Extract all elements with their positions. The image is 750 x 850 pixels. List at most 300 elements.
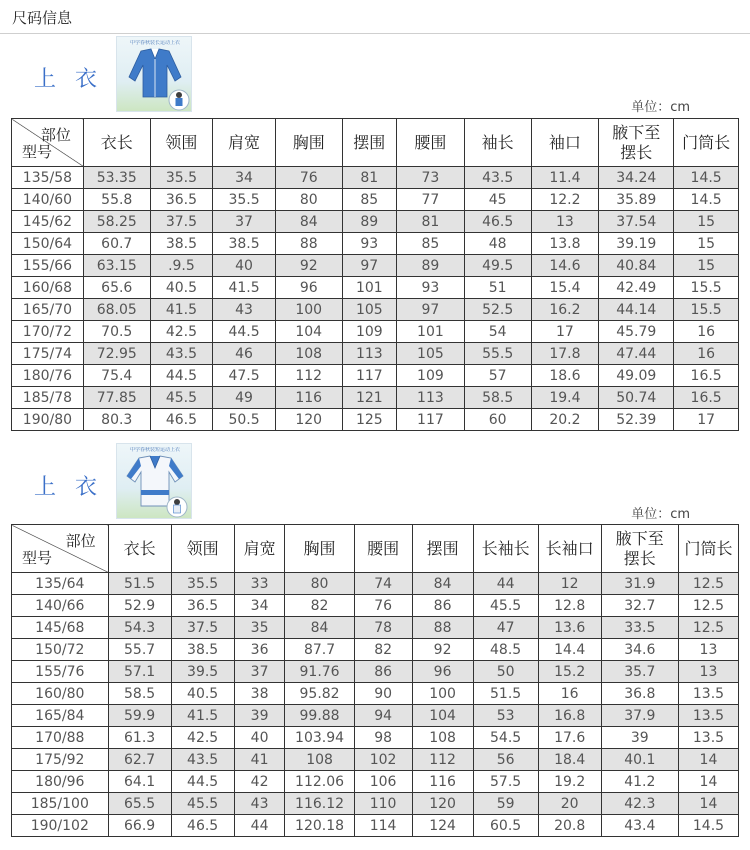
measurement-cell: 112.06 <box>285 771 354 793</box>
measurement-cell: 80 <box>275 189 342 211</box>
measurement-cell: 17.8 <box>531 343 599 365</box>
measurement-cell: 94 <box>354 705 412 727</box>
measurement-cell: 13 <box>531 211 599 233</box>
measurement-cell: 58.5 <box>108 683 171 705</box>
measurement-cell: 89 <box>342 211 396 233</box>
measurement-cell: 36.8 <box>601 683 678 705</box>
measurement-cell: 43.5 <box>171 749 234 771</box>
measurement-cell: 50 <box>473 661 538 683</box>
corner-label-part: 部位 <box>65 532 96 550</box>
measurement-cell: 45.5 <box>171 793 234 815</box>
measurement-cell: 12.5 <box>678 617 738 639</box>
measurement-cell: 14.4 <box>538 639 601 661</box>
size-cell: 155/76 <box>12 661 109 683</box>
measurement-cell: 52.39 <box>599 409 674 431</box>
measurement-cell: 120 <box>275 409 342 431</box>
measurement-cell: 38.5 <box>150 233 213 255</box>
measurement-cell: 41.5 <box>150 299 213 321</box>
table-row <box>12 595 739 617</box>
measurement-cell: 49.09 <box>599 365 674 387</box>
measurement-cell: 51.5 <box>473 683 538 705</box>
measurement-cell: 34.6 <box>601 639 678 661</box>
table-row <box>12 639 739 661</box>
measurement-cell: 34 <box>234 595 285 617</box>
measurement-cell: 13 <box>678 639 738 661</box>
measurement-cell: 34.24 <box>599 167 674 189</box>
measurement-cell: 39 <box>234 705 285 727</box>
measurement-cell: 76 <box>354 595 412 617</box>
measurement-cell: 88 <box>275 233 342 255</box>
measurement-cell: 116.12 <box>285 793 354 815</box>
table-row <box>12 815 739 837</box>
measurement-cell: 74 <box>354 573 412 595</box>
column-header: 摆围 <box>342 119 396 167</box>
measurement-cell: 15 <box>674 211 739 233</box>
measurement-cell: 19.4 <box>531 387 599 409</box>
table-row <box>12 255 739 277</box>
measurement-cell: 15 <box>674 233 739 255</box>
measurement-cell: 60.7 <box>83 233 150 255</box>
column-header: 腋下至摆长 <box>601 525 678 573</box>
measurement-cell: 20.2 <box>531 409 599 431</box>
size-cell: 185/78 <box>12 387 84 409</box>
size-cell: 170/72 <box>12 321 84 343</box>
measurement-cell: 112 <box>412 749 473 771</box>
measurement-cell: 114 <box>354 815 412 837</box>
measurement-cell: 89 <box>397 255 465 277</box>
column-header: 腰围 <box>354 525 412 573</box>
size-cell: 135/64 <box>12 573 109 595</box>
table-row <box>12 277 739 299</box>
measurement-cell: 35 <box>234 617 285 639</box>
measurement-cell: 38 <box>234 683 285 705</box>
measurement-cell: 56 <box>473 749 538 771</box>
measurement-cell: 60.5 <box>473 815 538 837</box>
measurement-cell: 51.5 <box>108 573 171 595</box>
measurement-cell: 13.5 <box>678 683 738 705</box>
column-header: 胸围 <box>285 525 354 573</box>
measurement-cell: 12.8 <box>538 595 601 617</box>
table-row <box>12 573 739 595</box>
size-cell: 140/66 <box>12 595 109 617</box>
measurement-cell: 14.5 <box>674 167 739 189</box>
measurement-cell: 124 <box>412 815 473 837</box>
measurement-cell: 42.49 <box>599 277 674 299</box>
measurement-cell: 96 <box>412 661 473 683</box>
measurement-cell: 66.9 <box>108 815 171 837</box>
measurement-cell: 44 <box>234 815 285 837</box>
table-row <box>12 321 739 343</box>
table-row <box>12 189 739 211</box>
table-row <box>12 727 739 749</box>
measurement-cell: 64.1 <box>108 771 171 793</box>
measurement-cell: 75.4 <box>83 365 150 387</box>
measurement-cell: 58.25 <box>83 211 150 233</box>
table-row <box>12 211 739 233</box>
size-cell: 190/102 <box>12 815 109 837</box>
measurement-cell: 91.76 <box>285 661 354 683</box>
section1-size-table <box>11 118 739 431</box>
column-header: 袖口 <box>531 119 599 167</box>
measurement-cell: 33.5 <box>601 617 678 639</box>
measurement-cell: 50.74 <box>599 387 674 409</box>
measurement-cell: 17 <box>674 409 739 431</box>
short-sleeve-jacket-icon <box>117 444 192 519</box>
measurement-cell: 113 <box>342 343 396 365</box>
measurement-cell: 85 <box>342 189 396 211</box>
table-row <box>12 705 739 727</box>
measurement-cell: 88 <box>412 617 473 639</box>
measurement-cell: 52.9 <box>108 595 171 617</box>
column-header: 长袖口 <box>538 525 601 573</box>
size-cell: 150/64 <box>12 233 84 255</box>
column-header: 门筒长 <box>674 119 739 167</box>
measurement-cell: 15.4 <box>531 277 599 299</box>
measurement-cell: 65.6 <box>83 277 150 299</box>
measurement-cell: 35.89 <box>599 189 674 211</box>
size-cell: 185/100 <box>12 793 109 815</box>
measurement-cell: 105 <box>342 299 396 321</box>
measurement-cell: 82 <box>354 639 412 661</box>
column-header: 腋下至摆长 <box>599 119 674 167</box>
measurement-cell: 44.5 <box>150 365 213 387</box>
measurement-cell: 41.5 <box>171 705 234 727</box>
measurement-cell: 16.8 <box>538 705 601 727</box>
measurement-cell: 20 <box>538 793 601 815</box>
measurement-cell: 16 <box>674 343 739 365</box>
corner-label-part: 部位 <box>40 126 71 144</box>
measurement-cell: 120 <box>412 793 473 815</box>
table-header-row <box>12 525 739 573</box>
measurement-cell: 73 <box>397 167 465 189</box>
size-cell: 165/84 <box>12 705 109 727</box>
measurement-cell: 14.5 <box>674 189 739 211</box>
column-header: 衣长 <box>108 525 171 573</box>
measurement-cell: 51 <box>464 277 531 299</box>
size-cell: 145/68 <box>12 617 109 639</box>
measurement-cell: 100 <box>275 299 342 321</box>
measurement-cell: 37.54 <box>599 211 674 233</box>
size-cell: 180/76 <box>12 365 84 387</box>
table-row <box>12 167 739 189</box>
measurement-cell: 125 <box>342 409 396 431</box>
size-cell: 155/66 <box>12 255 84 277</box>
measurement-cell: 108 <box>275 343 342 365</box>
measurement-cell: 54.3 <box>108 617 171 639</box>
measurement-cell: 37.5 <box>171 617 234 639</box>
measurement-cell: 78 <box>354 617 412 639</box>
measurement-cell: 18.6 <box>531 365 599 387</box>
measurement-cell: 41.2 <box>601 771 678 793</box>
measurement-cell: 47 <box>473 617 538 639</box>
measurement-cell: 40 <box>234 727 285 749</box>
measurement-cell: 86 <box>412 595 473 617</box>
measurement-cell: 12.5 <box>678 573 738 595</box>
measurement-cell: 39 <box>601 727 678 749</box>
column-header: 胸围 <box>275 119 342 167</box>
corner-label-size: 型号 <box>22 549 53 567</box>
measurement-cell: 37 <box>234 661 285 683</box>
measurement-cell: 52.5 <box>464 299 531 321</box>
measurement-cell: 40.5 <box>150 277 213 299</box>
measurement-cell: 57.5 <box>473 771 538 793</box>
measurement-cell: 41.5 <box>213 277 276 299</box>
table-row <box>12 387 739 409</box>
size-cell: 165/70 <box>12 299 84 321</box>
measurement-cell: 36.5 <box>171 595 234 617</box>
measurement-cell: 32.7 <box>601 595 678 617</box>
size-cell: 175/74 <box>12 343 84 365</box>
measurement-cell: 35.5 <box>213 189 276 211</box>
measurement-cell: 37 <box>213 211 276 233</box>
measurement-cell: 17 <box>531 321 599 343</box>
column-header: 长袖长 <box>473 525 538 573</box>
measurement-cell: 92 <box>412 639 473 661</box>
measurement-cell: 106 <box>354 771 412 793</box>
measurement-cell: 80 <box>285 573 354 595</box>
measurement-cell: 14.5 <box>678 815 738 837</box>
table-row <box>12 683 739 705</box>
measurement-cell: 103.94 <box>285 727 354 749</box>
size-cell: 180/96 <box>12 771 109 793</box>
measurement-cell: 14.6 <box>531 255 599 277</box>
measurement-cell: 117 <box>342 365 396 387</box>
measurement-cell: 15 <box>674 255 739 277</box>
column-header: 摆围 <box>412 525 473 573</box>
measurement-cell: 97 <box>397 299 465 321</box>
measurement-cell: 46.5 <box>150 409 213 431</box>
measurement-cell: 99.88 <box>285 705 354 727</box>
measurement-cell: 77 <box>397 189 465 211</box>
measurement-cell: 40.84 <box>599 255 674 277</box>
measurement-cell: 45.5 <box>473 595 538 617</box>
measurement-cell: 58.5 <box>464 387 531 409</box>
measurement-cell: 45 <box>464 189 531 211</box>
measurement-cell: 96 <box>275 277 342 299</box>
measurement-cell: 46.5 <box>171 815 234 837</box>
measurement-cell: 97 <box>342 255 396 277</box>
measurement-cell: 57.1 <box>108 661 171 683</box>
measurement-cell: 42 <box>234 771 285 793</box>
measurement-cell: 45.5 <box>150 387 213 409</box>
measurement-cell: 98 <box>354 727 412 749</box>
column-header: 肩宽 <box>234 525 285 573</box>
measurement-cell: 117 <box>397 409 465 431</box>
measurement-cell: 17.6 <box>538 727 601 749</box>
measurement-cell: 46 <box>213 343 276 365</box>
measurement-cell: 100 <box>412 683 473 705</box>
measurement-cell: 81 <box>397 211 465 233</box>
measurement-cell: 18.4 <box>538 749 601 771</box>
column-header: 腰围 <box>397 119 465 167</box>
measurement-cell: 105 <box>397 343 465 365</box>
measurement-cell: 108 <box>285 749 354 771</box>
measurement-cell: 38.5 <box>171 639 234 661</box>
long-sleeve-jacket-icon <box>117 37 192 112</box>
measurement-cell: 47.44 <box>599 343 674 365</box>
size-cell: 175/92 <box>12 749 109 771</box>
table-row <box>12 749 739 771</box>
measurement-cell: 14 <box>678 749 738 771</box>
measurement-cell: 72.95 <box>83 343 150 365</box>
measurement-cell: 16.2 <box>531 299 599 321</box>
table-row <box>12 793 739 815</box>
table-row <box>12 299 739 321</box>
measurement-cell: 65.5 <box>108 793 171 815</box>
measurement-cell: 45.79 <box>599 321 674 343</box>
measurement-cell: 86 <box>354 661 412 683</box>
column-header: 领围 <box>150 119 213 167</box>
measurement-cell: 40.1 <box>601 749 678 771</box>
measurement-cell: 55.8 <box>83 189 150 211</box>
measurement-cell: 102 <box>354 749 412 771</box>
table-row <box>12 365 739 387</box>
measurement-cell: 48.5 <box>473 639 538 661</box>
measurement-cell: 93 <box>342 233 396 255</box>
size-cell: 190/80 <box>12 409 84 431</box>
size-cell: 135/58 <box>12 167 84 189</box>
measurement-cell: 108 <box>412 727 473 749</box>
table-row <box>12 617 739 639</box>
measurement-cell: 19.2 <box>538 771 601 793</box>
measurement-cell: 85 <box>397 233 465 255</box>
measurement-cell: 68.05 <box>83 299 150 321</box>
measurement-cell: 101 <box>397 321 465 343</box>
measurement-cell: 13.6 <box>538 617 601 639</box>
measurement-cell: 43 <box>213 299 276 321</box>
measurement-cell: 112 <box>275 365 342 387</box>
measurement-cell: 87.7 <box>285 639 354 661</box>
measurement-cell: 116 <box>275 387 342 409</box>
table-row <box>12 343 739 365</box>
measurement-cell: 59.9 <box>108 705 171 727</box>
measurement-cell: 39.5 <box>171 661 234 683</box>
size-cell: 160/68 <box>12 277 84 299</box>
measurement-cell: .9.5 <box>150 255 213 277</box>
measurement-cell: 49.5 <box>464 255 531 277</box>
corner-label-size: 型号 <box>22 143 53 161</box>
table-corner-cell <box>12 119 84 167</box>
measurement-cell: 42.3 <box>601 793 678 815</box>
measurement-cell: 42.5 <box>171 727 234 749</box>
measurement-cell: 109 <box>397 365 465 387</box>
measurement-cell: 35.5 <box>171 573 234 595</box>
measurement-cell: 84 <box>285 617 354 639</box>
measurement-cell: 43.5 <box>464 167 531 189</box>
measurement-cell: 20.8 <box>538 815 601 837</box>
column-header: 衣长 <box>83 119 150 167</box>
size-cell: 150/72 <box>12 639 109 661</box>
measurement-cell: 13 <box>678 661 738 683</box>
measurement-cell: 33 <box>234 573 285 595</box>
table-corner-cell <box>12 525 109 573</box>
measurement-cell: 44.5 <box>171 771 234 793</box>
measurement-cell: 31.9 <box>601 573 678 595</box>
measurement-cell: 16.5 <box>674 387 739 409</box>
measurement-cell: 37.5 <box>150 211 213 233</box>
size-cell: 140/60 <box>12 189 84 211</box>
measurement-cell: 44 <box>473 573 538 595</box>
column-header: 门筒长 <box>678 525 738 573</box>
page-title: 尺码信息 <box>12 9 73 27</box>
measurement-cell: 44.14 <box>599 299 674 321</box>
measurement-cell: 53 <box>473 705 538 727</box>
measurement-cell: 49 <box>213 387 276 409</box>
table-row <box>12 771 739 793</box>
measurement-cell: 13.5 <box>678 705 738 727</box>
measurement-cell: 37.9 <box>601 705 678 727</box>
section2-size-table <box>11 524 739 837</box>
measurement-cell: 43.5 <box>150 343 213 365</box>
measurement-cell: 35.7 <box>601 661 678 683</box>
measurement-cell: 42.5 <box>150 321 213 343</box>
size-cell: 160/80 <box>12 683 109 705</box>
measurement-cell: 84 <box>412 573 473 595</box>
measurement-cell: 70.5 <box>83 321 150 343</box>
measurement-cell: 59 <box>473 793 538 815</box>
measurement-cell: 46.5 <box>464 211 531 233</box>
measurement-cell: 54.5 <box>473 727 538 749</box>
measurement-cell: 15.5 <box>674 277 739 299</box>
size-cell: 145/62 <box>12 211 84 233</box>
header-bar <box>0 0 750 34</box>
measurement-cell: 14 <box>678 793 738 815</box>
measurement-cell: 43 <box>234 793 285 815</box>
measurement-cell: 48 <box>464 233 531 255</box>
measurement-cell: 81 <box>342 167 396 189</box>
section2-title: 上 衣 <box>34 475 103 500</box>
size-cell: 170/88 <box>12 727 109 749</box>
measurement-cell: 121 <box>342 387 396 409</box>
measurement-cell: 35.5 <box>150 167 213 189</box>
measurement-cell: 16 <box>674 321 739 343</box>
measurement-cell: 61.3 <box>108 727 171 749</box>
section1-thumbnail-caption: 中学春秋装长运动上衣 <box>129 40 180 46</box>
measurement-cell: 116 <box>412 771 473 793</box>
table-row <box>12 409 739 431</box>
measurement-cell: 15.5 <box>674 299 739 321</box>
measurement-cell: 104 <box>412 705 473 727</box>
measurement-cell: 47.5 <box>213 365 276 387</box>
measurement-cell: 80.3 <box>83 409 150 431</box>
measurement-cell: 92 <box>275 255 342 277</box>
measurement-cell: 14 <box>678 771 738 793</box>
section2-product-thumbnail <box>116 443 192 519</box>
measurement-cell: 55.5 <box>464 343 531 365</box>
measurement-cell: 63.15 <box>83 255 150 277</box>
measurement-cell: 13.5 <box>678 727 738 749</box>
column-header: 肩宽 <box>213 119 276 167</box>
measurement-cell: 40 <box>213 255 276 277</box>
measurement-cell: 110 <box>354 793 412 815</box>
table-header-row <box>12 119 739 167</box>
measurement-cell: 93 <box>397 277 465 299</box>
measurement-cell: 16 <box>538 683 601 705</box>
measurement-cell: 11.4 <box>531 167 599 189</box>
column-header: 袖长 <box>464 119 531 167</box>
measurement-cell: 60 <box>464 409 531 431</box>
section2-thumbnail-caption: 中学春秋装短运动上衣 <box>129 447 180 453</box>
measurement-cell: 43.4 <box>601 815 678 837</box>
measurement-cell: 82 <box>285 595 354 617</box>
measurement-cell: 50.5 <box>213 409 276 431</box>
measurement-cell: 113 <box>397 387 465 409</box>
measurement-cell: 57 <box>464 365 531 387</box>
measurement-cell: 120.18 <box>285 815 354 837</box>
measurement-cell: 55.7 <box>108 639 171 661</box>
measurement-cell: 36.5 <box>150 189 213 211</box>
section1-title: 上 衣 <box>34 67 103 92</box>
